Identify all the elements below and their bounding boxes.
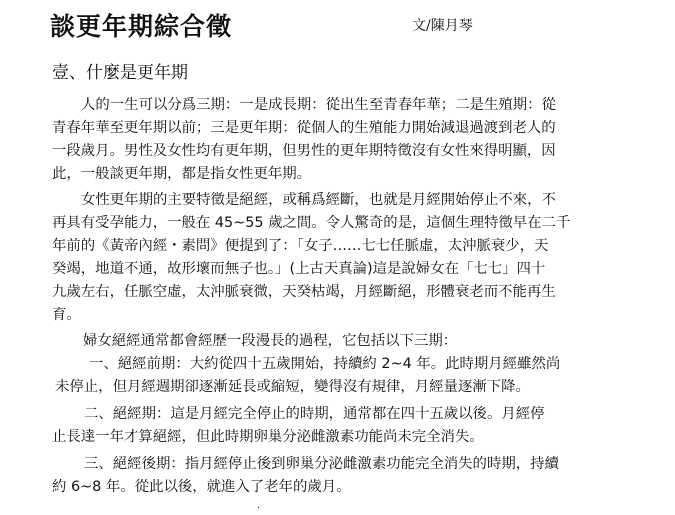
body-line: 育。 xyxy=(52,307,81,323)
body-line: 約 6~8 年。從此以後，就進入了老年的歲月。 xyxy=(52,479,351,495)
body-line: 婦女絕經通常都會經歷一段漫長的過程，它包括以下三期： xyxy=(83,333,458,349)
body-line: 三、絕經後期：指月經停止後到卵巢分泌雌激素功能完全消失的時期，持續 xyxy=(84,456,559,472)
document-title: 談更年期綜合徵 xyxy=(50,12,233,41)
body-line: 未停止，但月經週期卻逐漸延長或縮短，變得沒有規律，月經量逐漸下降。 xyxy=(55,379,530,395)
author-byline: 文/陳月琴 xyxy=(412,18,473,34)
stray-mark: . xyxy=(257,500,261,511)
body-line: 癸竭，地道不通，故形壞而無子也。」(上古天真論)這是說婦女在「七七」四十 xyxy=(52,261,546,277)
section-heading: 壹、什麼是更年期 xyxy=(52,63,188,83)
body-line: 再具有受孕能力，一般在 45~55 歲之間。令人驚奇的是，這個生理特徵早在二千 xyxy=(52,215,571,231)
body-line: 青春年華至更年期以前；三是更年期：從個人的生殖能力開始減退過渡到老人的 xyxy=(52,120,556,136)
body-line: 一、絕經前期：大約從四十五歲開始，持續約 2~4 年。此時期月經雖然尚 xyxy=(89,356,561,372)
body-line: 此，一般談更年期，都是指女性更年期。 xyxy=(52,166,312,182)
body-line: 女性更年期的主要特徵是絕經，或稱爲經斷，也就是月經開始停止不來，不 xyxy=(81,192,556,208)
body-line: 止長達一年才算絕經，但此時期卵巢分泌雌激素功能尚未完全消失。 xyxy=(52,429,484,445)
body-line: 二、絕經期：這是月經完全停止的時期，通常都在四十五歲以後。月經停 xyxy=(84,406,545,422)
body-line: 九歲左右，任脈空虛，太沖脈衰微，天癸枯竭，月經斷絕，形體衰老而不能再生 xyxy=(52,284,556,300)
body-line: 一段歲月。男性及女性均有更年期，但男性的更年期特徵沒有女性來得明顯，因 xyxy=(52,143,556,159)
body-line: 年前的《黃帝內經・素問》便提到了：「女子……七七任脈虛，太沖脈衰少，天 xyxy=(52,238,549,254)
body-line: 人的一生可以分爲三期：一是成長期：從出生至青春年華；二是生殖期：從 xyxy=(81,97,556,113)
